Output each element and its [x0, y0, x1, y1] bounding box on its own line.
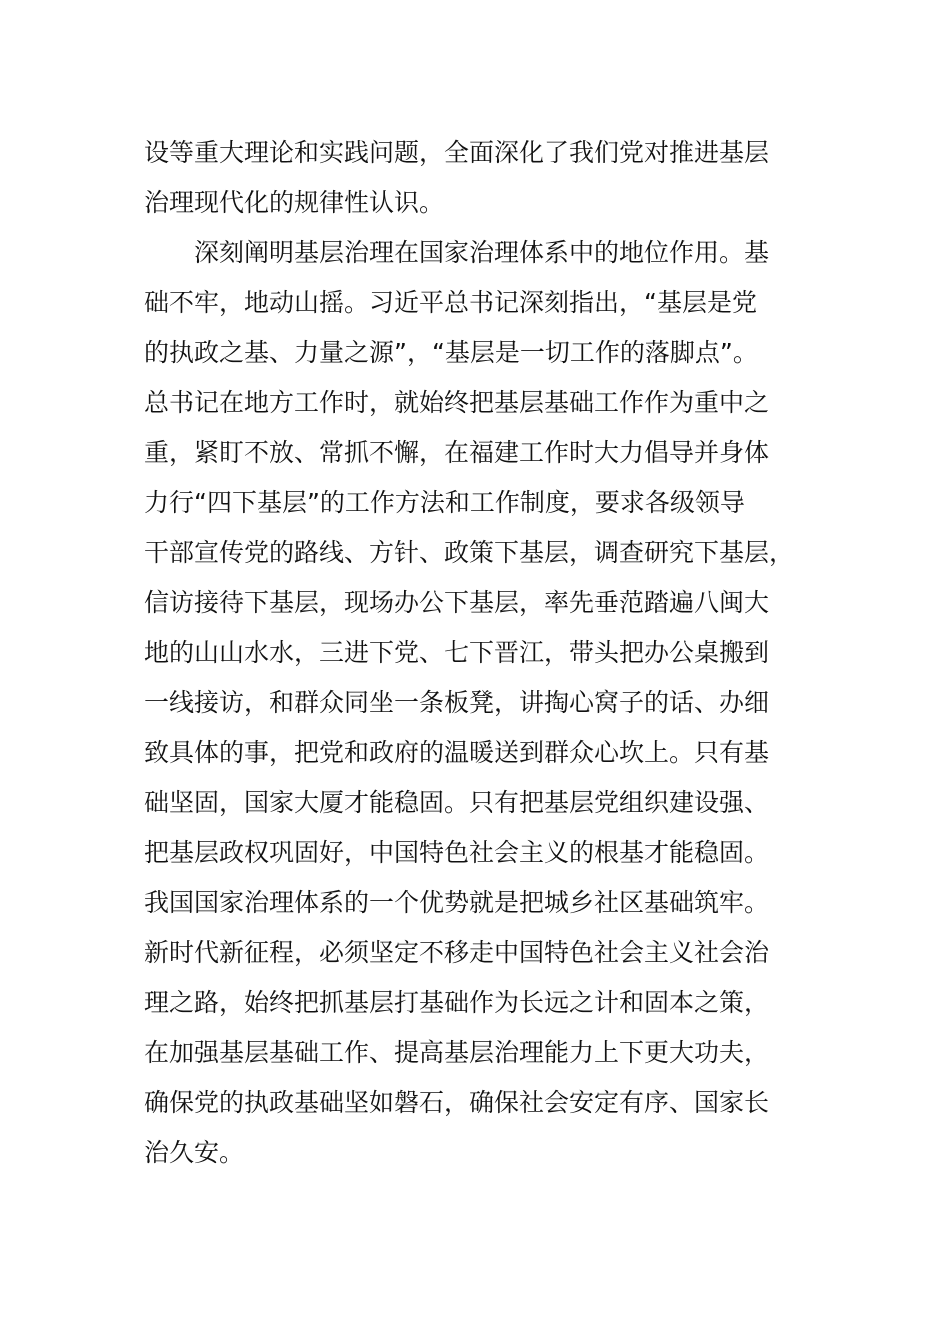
text-line: 治久安。: [144, 1138, 245, 1167]
text-line: 的执政之基、力量之源”，“基层是一切工作的落脚点”。: [144, 338, 758, 367]
text-line: 我国国家治理体系的一个优势就是把城乡社区基础筑牢。: [144, 888, 770, 917]
text-line: 理之路，始终把抓基层打基础作为长远之计和固本之策，: [144, 988, 770, 1017]
text-line: 总书记在地方工作时，就始终把基层基础工作作为重中之: [144, 388, 770, 417]
text-line: 信访接待下基层，现场办公下基层，率先垂范踏遍八闽大: [144, 588, 770, 617]
text-line: 在加强基层基础工作、提高基层治理能力上下更大功夫，: [144, 1038, 770, 1067]
text-line: 设等重大理论和实践问题，全面深化了我们党对推进基层: [144, 138, 770, 167]
text-line: 地的山山水水，三进下党、七下晋江，带头把办公桌搬到: [144, 638, 770, 667]
text-line: 确保党的执政基础坚如磐石，确保社会安定有序、国家长: [144, 1088, 770, 1117]
text-line: 把基层政权巩固好，中国特色社会主义的根基才能稳固。: [144, 838, 770, 867]
text-line: 础坚固，国家大厦才能稳固。只有把基层党组织建设强、: [144, 788, 770, 817]
body-text: [144, 128, 804, 1178]
text-line: 新时代新征程，必须坚定不移走中国特色社会主义社会治: [144, 938, 770, 967]
text-line: 治理现代化的规律性认识。: [144, 188, 445, 217]
text-line: 重，紧盯不放、常抓不懈，在福建工作时大力倡导并身体: [144, 438, 770, 467]
paragraph-start-line: 深刻阐明基层治理在国家治理体系中的地位作用。基: [194, 238, 770, 267]
text-line: 一线接访，和群众同坐一条板凳，讲掏心窝子的话、办细: [144, 688, 770, 717]
text-line: 力行“四下基层”的工作方法和工作制度，要求各级领导: [144, 488, 745, 517]
text-line: 础不牢，地动山摇。习近平总书记深刻指出，“基层是党: [144, 288, 757, 317]
text-line: 干部宣传党的路线、方针、政策下基层，调查研究下基层，: [144, 538, 795, 567]
text-line: 致具体的事，把党和政府的温暖送到群众心坎上。只有基: [144, 738, 770, 767]
